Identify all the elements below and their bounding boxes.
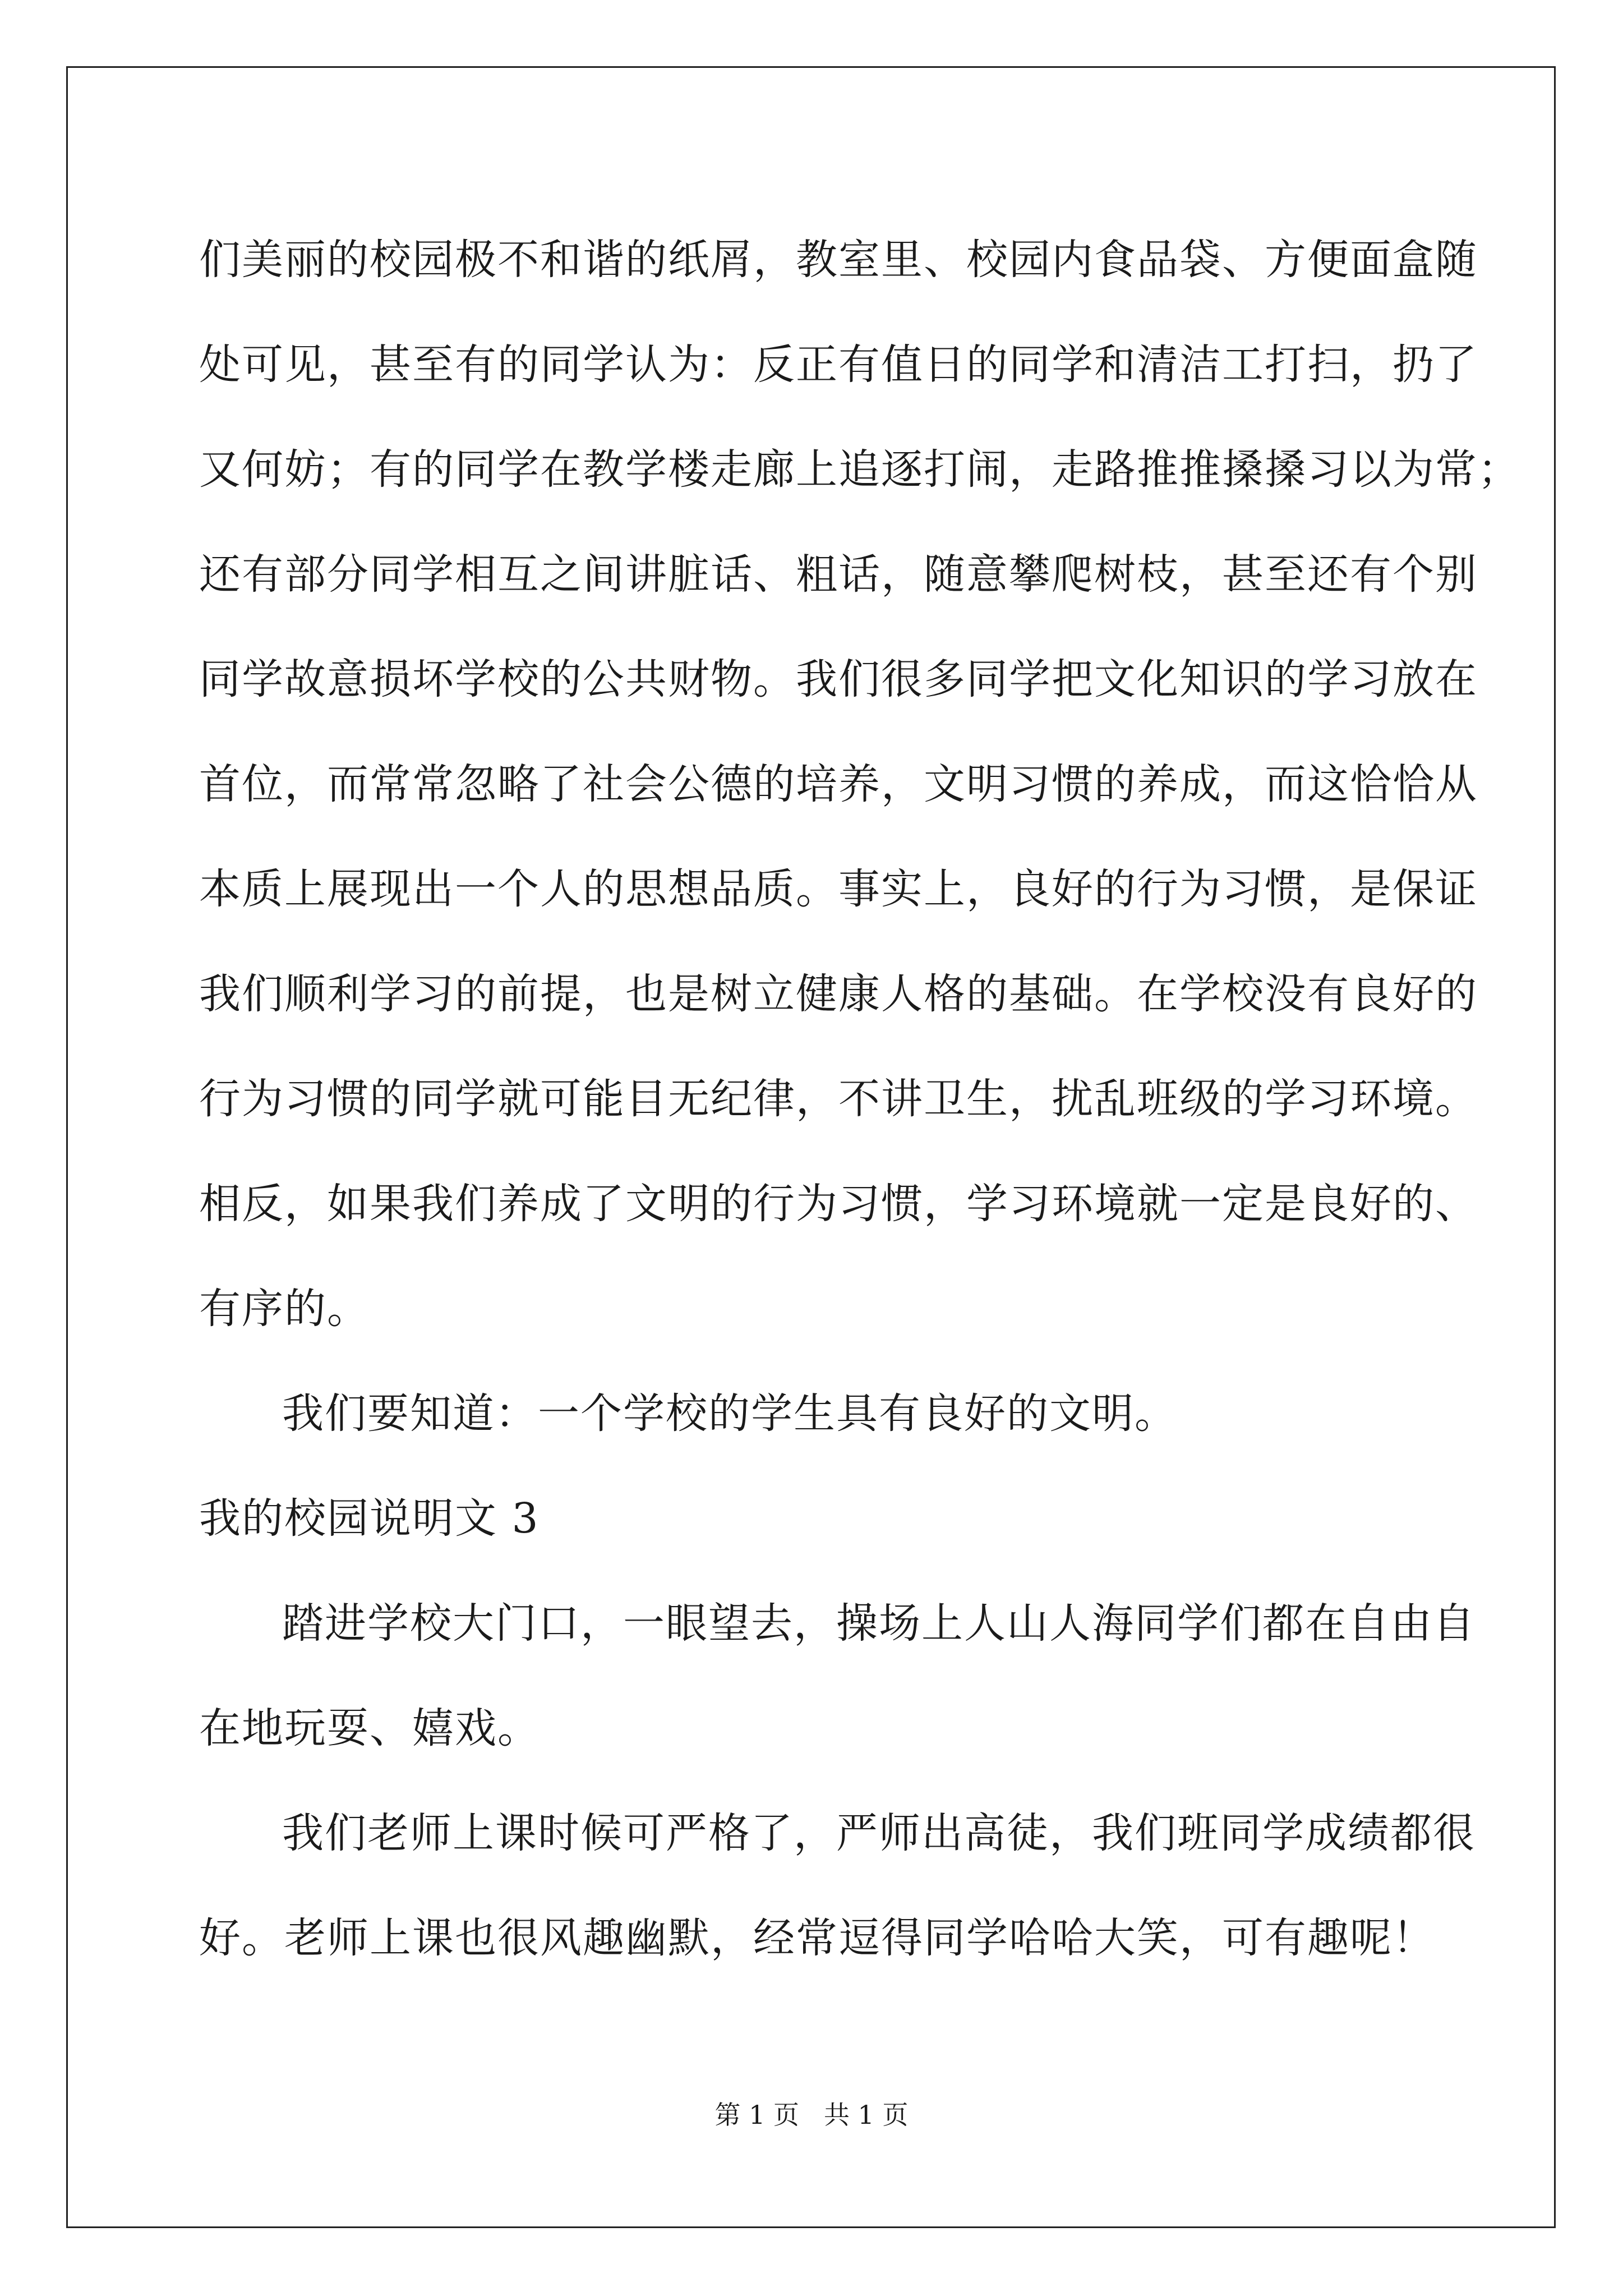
text-line: 好。老师上课也很风趣幽默，经常逗得同学哈哈大笑，可有趣呢！ [199,1914,1435,1962]
text-line: 我们要知道：一个学校的学生具有良好的文明。 [282,1389,1177,1438]
text-line: 们美丽的校园极不和谐的纸屑，教室里、校园内食品袋、方便面盒随 [199,236,1478,284]
text-line: 在地玩耍、嬉戏。 [199,1704,540,1752]
page-number: 第 1 页 [714,2100,800,2130]
text-line: 首位，而常常忽略了社会公德的培养，文明习惯的养成，而这恰恰从 [199,760,1478,808]
text-line: 我们老师上课时候可严格了，严师出高徒，我们班同学成绩都很 [282,1809,1476,1857]
text-line: 处可见，甚至有的同学认为：反正有值日的同学和清洁工打扫，扔了 [199,341,1478,389]
text-line: 踏进学校大门口，一眼望去，操场上人山人海同学们都在自由自 [282,1599,1476,1648]
page-footer [0,2098,1623,2132]
text-line: 有序的。 [199,1285,370,1333]
text-line: 同学故意损坏学校的公共财物。我们很多同学把文化知识的学习放在 [199,655,1478,703]
document-body [199,208,1520,1991]
text-line: 又何妨；有的同学在教学楼走廊上追逐打闹，走路推推搡搡习以为常； [199,445,1520,494]
text-line: 我们顺利学习的前提，也是树立健康人格的基础。在学校没有良好的 [199,970,1478,1018]
text-line: 行为习惯的同学就可能目无纪律，不讲卫生，扰乱班级的学习环境。 [199,1075,1478,1123]
page-total: 共 1 页 [823,2100,909,2130]
text-line: 本质上展现出一个人的思想品质。事实上，良好的行为习惯，是保证 [199,865,1478,913]
text-line: 还有部分同学相互之间讲脏话、粗话，随意攀爬树枝，甚至还有个别 [199,550,1478,599]
text-line: 相反，如果我们养成了文明的行为习惯，学习环境就一定是良好的、 [199,1180,1478,1228]
section-heading: 我的校园说明文 3 [199,1494,540,1543]
